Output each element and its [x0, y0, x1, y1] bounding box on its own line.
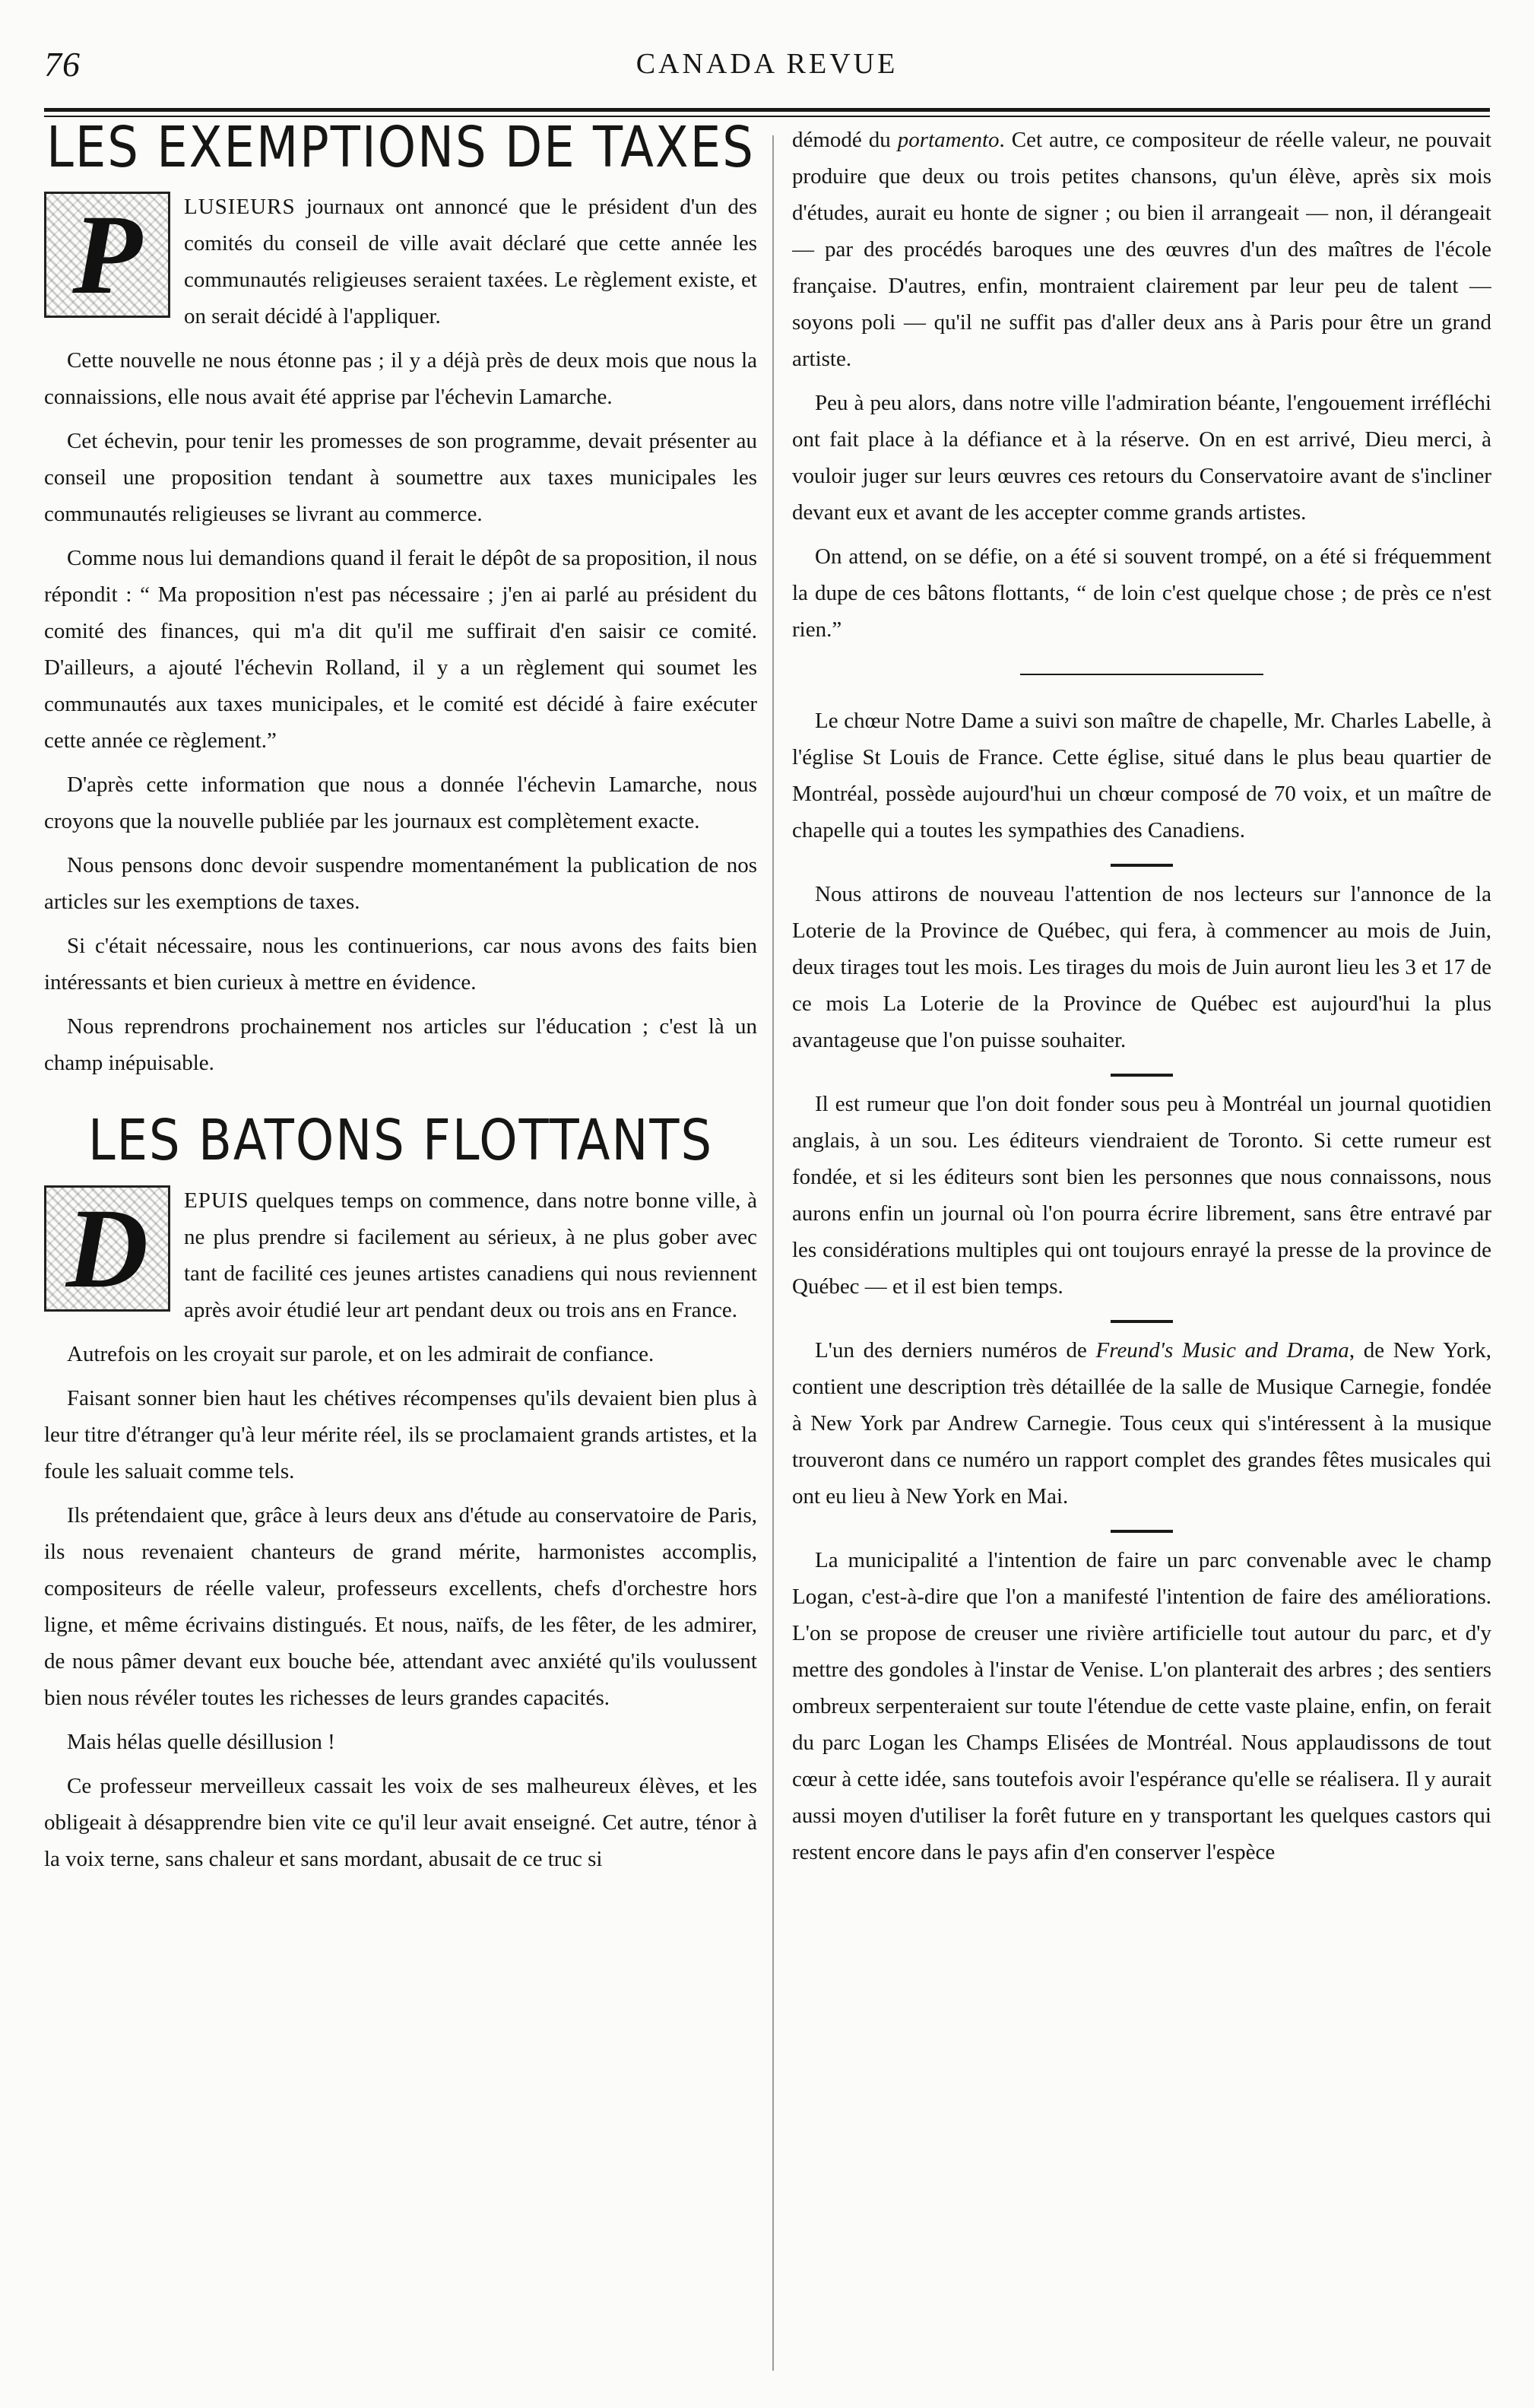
lead-word: LUSIEURS	[184, 195, 296, 220]
article-paragraph: Comme nous lui demandions quand il ferait le dépôt de sa proposition, il nous répondit : “ Ma proposition n'est pas nécessaire ; j'en ai parlé au président du comité des finances, qui m'a dit qu'il me suffirait d'en saisir ce comité. D'ailleurs, a ajouté l'échevin Rolland, il y a un règlement qui soumet les communautés aux taxes municipales, et le comité est décidé à faire exécuter cette année ce règlement.”	[44, 546, 757, 753]
article-paragraph	[44, 1182, 757, 1328]
article-paragraph: D'après cette information que nous a donnée l'échevin Lamarche, nous croyons que la nouvelle publiée par les journaux est complètement exacte.	[44, 773, 757, 834]
ornamental-initial-p: P	[44, 192, 170, 318]
article-title-batons: LES BATONS FLOTTANTS	[87, 1109, 714, 1174]
note-separator	[1111, 1074, 1173, 1077]
lead-word: EPUIS	[184, 1188, 249, 1213]
right-column	[792, 122, 1491, 2385]
article-paragraph: On attend, on se défie, on a été si souvent trompé, on a été si fréquemment la dupe de ces bâtons flottants, “ de loin c'est quelque chose ; de près ce n'est rien.”	[792, 544, 1491, 642]
page-number: 76	[44, 45, 81, 84]
article-paragraph: Si c'était nécessaire, nous les continuerions, car nous avons des faits bien intéressants et bien curieux à mettre en évidence.	[44, 934, 757, 995]
article-paragraph: Ils prétendaient que, grâce à leurs deux ans d'étude au conservatoire de Paris, ils nous revenaient chanteurs de grand mérite, harmonistes accomplis, compositeurs de réelle valeur, professeurs excellents, chefs d'orchestre hors ligne, et même écrivains distingués. Et nous, naïfs, de les fêter, de les admirer, de nous pâmer devant eux bouche bée, attendant avec anxiété qu'ils voulussent bien nous révéler toutes les richesses de leurs grandes capacités.	[44, 1502, 757, 1710]
article-paragraph: Autrefois on les croyait sur parole, et on les admirait de confiance.	[67, 1341, 654, 1366]
paragraph-text: quelques temps on commence, dans notre bonne ville, à ne plus prendre si facilement au sérieux, à ne plus gober avec tant de facilité ces jeunes artistes canadiens qui nous reviennent après avoir étudié leur art pendant deux ou trois ans en France.	[184, 1188, 757, 1322]
left-column	[44, 122, 757, 2385]
ornamental-initial-d: D	[44, 1185, 170, 1312]
article-paragraph: Cet échevin, pour tenir les promesses de son programme, devait présenter au conseil une proposition tendant à soumettre aux taxes municipales les communautés religieuses se livrant au commerce.	[44, 429, 757, 527]
article-paragraph: Cette nouvelle ne nous étonne pas ; il y a déjà près de deux mois que nous la connaissions, elle nous avait été apprise par l'échevin Lamarche.	[44, 348, 757, 410]
header-rule-thick	[44, 108, 1490, 112]
article-paragraph: Nous pensons donc devoir suspendre momentanément la publication de nos articles sur les exemptions de taxes.	[44, 853, 757, 915]
article-paragraph: Mais hélas quelle désillusion !	[67, 1729, 335, 1754]
article-paragraph: Ce professeur merveilleux cassait les voix de ses malheureux élèves, et les obligeait à désapprendre bien vite ce qu'il leur avait enseigné. Cet autre, ténor à la voix terne, sans chaleur et sans mordant, abusait de ce truc si	[44, 1773, 757, 1871]
running-title: CANADA REVUE	[635, 48, 899, 80]
article-paragraph: Peu à peu alors, dans notre ville l'admiration béante, l'engouement irréfléchi ont fait place à la défiance et à la réserve. On en est arrivé, Dieu merci, à vouloir juger sur leurs œuvres ces retours du Conservatoire avant de s'incliner devant eux et avant de les accepter comme grands artistes.	[792, 391, 1491, 525]
article-paragraph	[44, 189, 757, 335]
article-paragraph: Nous reprendrons prochainement nos articles sur l'éducation ; c'est là un champ inépuisable.	[44, 1014, 757, 1076]
news-note: Il est rumeur que l'on doit fonder sous peu à Montréal un journal quotidien anglais, à un sou. Les éditeurs viendraient de Toronto. Si cette rumeur est fondée, et si les éditeurs sont bien les personnes que nous connaissons, nous aurons enfin un journal où l'on pourra écrire librement, sans être entravé par les considérations multiples qui ont toujours enrayé la presse de la province de Québec — et il est bien temps.	[792, 1092, 1491, 1299]
italic-title: Freund's Music and Drama	[1095, 1338, 1349, 1363]
note-separator	[1111, 864, 1173, 867]
page-header	[0, 0, 1534, 106]
news-note: Nous attirons de nouveau l'attention de nos lecteurs sur l'annonce de la Loterie de la Province de Québec, qui fera, à commencer au mois de Juin, deux tirages tout les mois. Les tirages du mois de Juin auront lieu les 3 et 17 de ce mois La Loterie de la Province de Québec est aujourd'hui la plus avantageuse que l'on puisse souhaiter.	[792, 882, 1491, 1052]
article-paragraph: Faisant sonner bien haut les chétives récompenses qu'ils devaient bien plus à leur titre d'étranger qu'à leur mérite réel, ils se proclamaient grands artistes, et la foule les saluait comme tels.	[44, 1385, 757, 1483]
italic-term: portamento	[897, 128, 1000, 152]
paragraph-text: journaux ont annoncé que le président d'un des comités du conseil de ville avait déclaré que cette année les communautés religieuses seraient taxées. Le règlement existe, et on serait décidé à l'appliquer.	[184, 195, 757, 329]
news-note: L'un des derniers numéros de Freund's Music and Drama, de New York, contient une description très détaillée de la salle de Musique Carnegie, fondée à New York par Andrew Carnegie. Tous ceux qui s'intéressent à la musique trouveront dans ce numéro un rapport complet des grandes fêtes musicales qui ont eu lieu à New York en Mai.	[792, 1338, 1491, 1509]
article-title-exemptions: LES EXEMPTIONS DE TAXES	[46, 122, 755, 181]
news-note: Le chœur Notre Dame a suivi son maître de chapelle, Mr. Charles Labelle, à l'église St Louis de France. Cette église, situé dans le plus beau quartier de Montréal, possède aujourd'hui un chœur composé de 70 voix, et un maître de chapelle qui a toutes les sympathies des Canadiens.	[792, 709, 1491, 842]
news-note: La municipalité a l'intention de faire un parc convenable avec le champ Logan, c'est-à-dire que l'on a manifesté l'intention de faire des améliorations. L'on se propose de creuser une rivière artificielle tout autour du parc, et d'y mettre des gondoles à l'instar de Venise. L'on planterait des arbres ; des sentiers ombreux serpenteraient sur toute l'étendue de cette vaste plaine, enfin, on ferait du parc Logan les Champs Elisées de Montréal. Nous applaudissons de tout cœur à cette idée, sans toutefois avoir l'espérance qu'elle se réalisera. Il y aurait aussi moyen d'utiliser la forêt future en y transportant les quelques castors qui restent encore dans le pays afin d'en conserver l'espèce	[792, 1548, 1491, 1864]
article-paragraph-continued: démodé du portamento. Cet autre, ce compositeur de réelle valeur, ne pouvait produire que deux ou trois petites chansons, qu'un élève, après six mois d'études, aurait eu honte de signer ; ou bien il arrangeait — non, il dérangeait — par des procédés baroques une des œuvres d'un des maîtres de l'école française. D'autres, enfin, montraient clairement par leur peu de talent — soyons poli — qu'il ne suffit pas d'aller deux ans à Paris pour être un grand artiste.	[792, 128, 1491, 371]
note-separator	[1111, 1320, 1173, 1323]
column-divider	[772, 135, 774, 2371]
section-rule	[1020, 674, 1263, 675]
note-separator	[1111, 1530, 1173, 1533]
header-rule-thin	[44, 116, 1490, 117]
